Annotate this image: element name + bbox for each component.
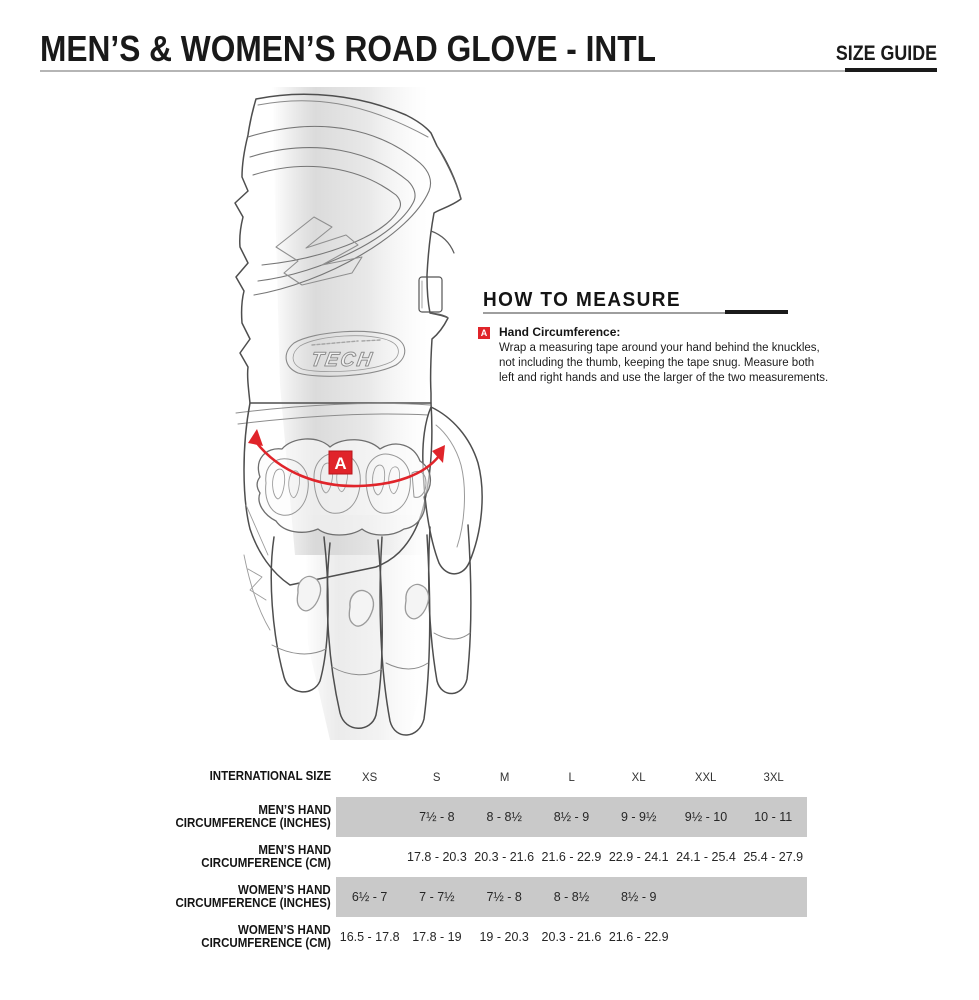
size-table-cell-r2-l: 8 - 8½ bbox=[538, 877, 605, 917]
hand-circumference-instructions bbox=[499, 341, 828, 386]
size-table-cell-r2-xs: 6½ - 7 bbox=[336, 877, 403, 917]
size-table bbox=[0, 757, 807, 957]
size-table-cell-r3-xs: 16.5 - 17.8 bbox=[339, 930, 400, 944]
size-table-cell-r0-xs bbox=[336, 797, 403, 837]
size-table-row-label: WOMEN’S HAND CIRCUMFERENCE (CM) bbox=[201, 922, 331, 950]
size-table-cell-r1-s: 17.8 - 20.3 bbox=[407, 850, 467, 864]
size-table-cell-r1-xxl: 24.1 - 25.4 bbox=[676, 850, 736, 864]
size-table-cell-r0-m: 8 - 8½ bbox=[471, 797, 538, 837]
size-table-cell-r0-l: 8½ - 9 bbox=[538, 797, 605, 837]
instruction-line: Wrap a measuring tape around your hand behind the knuckles, bbox=[499, 342, 820, 354]
size-table-cell-r0-xxl: 9½ - 10 bbox=[672, 797, 739, 837]
size-table-cell-r1-m: 20.3 - 21.6 bbox=[474, 850, 535, 864]
size-table-row-label: MEN’S HAND CIRCUMFERENCE (INCHES) bbox=[175, 802, 331, 830]
size-table-cell-r2-3xl bbox=[740, 877, 807, 917]
size-table-cell-r3-s: 17.8 - 19 bbox=[412, 930, 462, 944]
size-table-header-label: INTERNATIONAL SIZE bbox=[209, 769, 331, 784]
tech-badge-text: TECH bbox=[309, 349, 376, 371]
size-table-cell-r3-3xl bbox=[740, 917, 807, 957]
glove-illustration bbox=[210, 85, 510, 750]
size-table-cell-r1-3xl: 25.4 - 27.9 bbox=[743, 850, 804, 864]
size-table-cell-r0-xl: 9 - 9½ bbox=[605, 797, 672, 837]
size-table-row-label: WOMEN’S HAND CIRCUMFERENCE (INCHES) bbox=[175, 882, 331, 910]
hand-circumference-label: Hand Circumference: bbox=[499, 325, 621, 339]
size-table-cell-r1-xl: 22.9 - 24.1 bbox=[608, 850, 669, 864]
size-table-cell-r1-l: 21.6 - 22.9 bbox=[541, 850, 602, 864]
instruction-line: not including the thumb, keeping the tape snug. Measure both bbox=[499, 357, 815, 369]
measure-divider-accent bbox=[725, 310, 788, 314]
size-table-cell-r3-xxl bbox=[672, 917, 739, 957]
how-to-measure-heading: HOW TO MEASURE bbox=[483, 289, 682, 311]
size-table-cell-r3-m: 19 - 20.3 bbox=[479, 930, 529, 944]
size-column-header-3xl: 3XL bbox=[763, 770, 784, 784]
measure-divider bbox=[483, 312, 725, 314]
header-divider bbox=[40, 70, 845, 72]
size-column-header-xl: XL bbox=[631, 770, 646, 784]
hand-circumference-a-badge: A bbox=[478, 327, 490, 339]
size-column-header-xs: XS bbox=[362, 770, 378, 784]
measure-point-a-letter: A bbox=[334, 454, 347, 473]
size-table-cell-r1-xs bbox=[336, 837, 403, 877]
size-guide-tab[interactable]: SIZE GUIDE bbox=[835, 42, 937, 65]
size-column-header-l: L bbox=[568, 770, 575, 784]
size-column-header-xxl: XXL bbox=[695, 770, 717, 784]
size-table-cell-r3-xl: 21.6 - 22.9 bbox=[608, 930, 669, 944]
page-title: MEN’S & WOMEN’S ROAD GLOVE - INTL bbox=[40, 28, 656, 69]
size-table-row-label: MEN’S HAND CIRCUMFERENCE (CM) bbox=[201, 842, 331, 870]
size-table-cell-r2-xxl bbox=[672, 877, 739, 917]
size-guide-tab-underline bbox=[845, 68, 937, 72]
size-table-cell-r2-m: 7½ - 8 bbox=[471, 877, 538, 917]
size-table-cell-r2-s: 7 - 7½ bbox=[403, 877, 470, 917]
size-table-cell-r3-l: 20.3 - 21.6 bbox=[541, 930, 602, 944]
size-column-header-s: S bbox=[433, 770, 441, 784]
size-column-header-m: M bbox=[499, 770, 509, 784]
size-table-cell-r0-3xl: 10 - 11 bbox=[740, 797, 807, 837]
glove-figure bbox=[210, 85, 510, 750]
size-table-cell-r0-s: 7½ - 8 bbox=[403, 797, 470, 837]
instruction-line: left and right hands and use the larger of the two measurements. bbox=[499, 372, 829, 384]
size-table-cell-r2-xl: 8½ - 9 bbox=[605, 877, 672, 917]
